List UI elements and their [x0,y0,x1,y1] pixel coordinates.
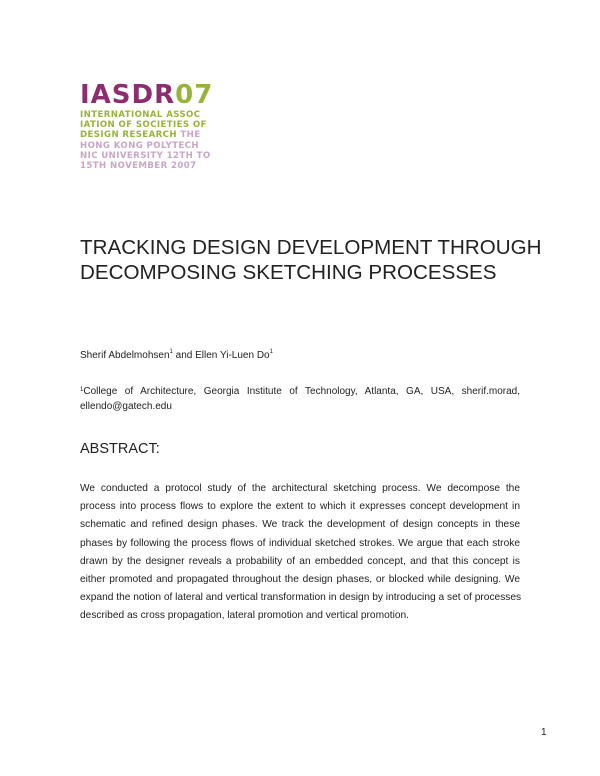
logo-text-segment: 15TH NOVEMBER 2007 [80,161,197,172]
author-name: Sherif Abdelmohsen [80,350,170,361]
abstract-line: described as cross propagation, lateral promotion and vertical promotion. [80,610,410,622]
logo-title-part2: 07 [175,80,214,110]
logo-text-line [80,110,213,120]
paper-title [80,235,540,285]
paper-title-line: DECOMPOSING SKETCHING PROCESSES [80,261,497,284]
abstract-line: drawn by the designer reveals a probability of an embedded concept, and that this concept is [80,555,520,567]
logo-text-segment: THE [176,130,201,141]
abstract-line: schematic and refined design phases. We track the development of design concepts in these [80,519,520,531]
author-name: Ellen Yi-Luen Do [195,350,270,361]
logo-title [80,82,213,110]
page-number: 1 [541,727,547,738]
abstract-line: We conducted a protocol study of the architectural sketching process. We decompose the [80,483,520,494]
abstract-line: expand the notion of lateral and vertical transformation in design by introducing a set of processes [80,592,522,604]
author-separator: and [172,350,196,361]
abstract-body [80,480,520,626]
conference-logo [80,82,213,171]
logo-text-line [80,151,213,161]
affiliation-email: ellendo@gatech.edu [80,401,172,412]
affiliation-line [80,384,520,399]
author-affiliation-mark: 1 [269,349,273,355]
abstract-line: either promoted and propagated throughout the design phases, or blocked while designing. We [80,574,520,586]
logo-text-segment: INTERNATIONAL ASSOC [80,110,201,120]
logo-text-segment: HONG KONG POLYTECH [80,140,199,151]
logo-text-segment: DESIGN RESEARCH [80,130,177,141]
abstract-line: process into process flows to explore the extent to which it expresses concept development in [80,501,520,513]
author-affiliation-mark: 1 [169,349,173,355]
logo-text-line [80,141,213,151]
paper-title-line: TRACKING DESIGN DEVELOPMENT THROUGH [80,236,542,259]
author-list [80,350,273,361]
logo-text-block [80,110,213,171]
abstract-line: phases by following the process flows of individual sketched strokes. We argue that each stroke [80,537,520,549]
abstract-heading: ABSTRACT: [80,441,160,457]
affiliation [80,384,520,414]
affiliation-text: College of Architecture, Georgia Institute of Technology, Atlanta, GA, USA, sherif.morad, [83,386,520,397]
logo-text-line [80,120,213,130]
logo-text-line [80,161,213,171]
affiliation-mark: 1 [80,387,84,393]
logo-title-part1: IASDR [80,80,176,110]
logo-text-segment: IATION OF SOCIETIES OF [80,120,207,131]
logo-text-line [80,130,213,140]
logo-text-segment: NIC UNIVERSITY 12TH TO [80,150,211,161]
